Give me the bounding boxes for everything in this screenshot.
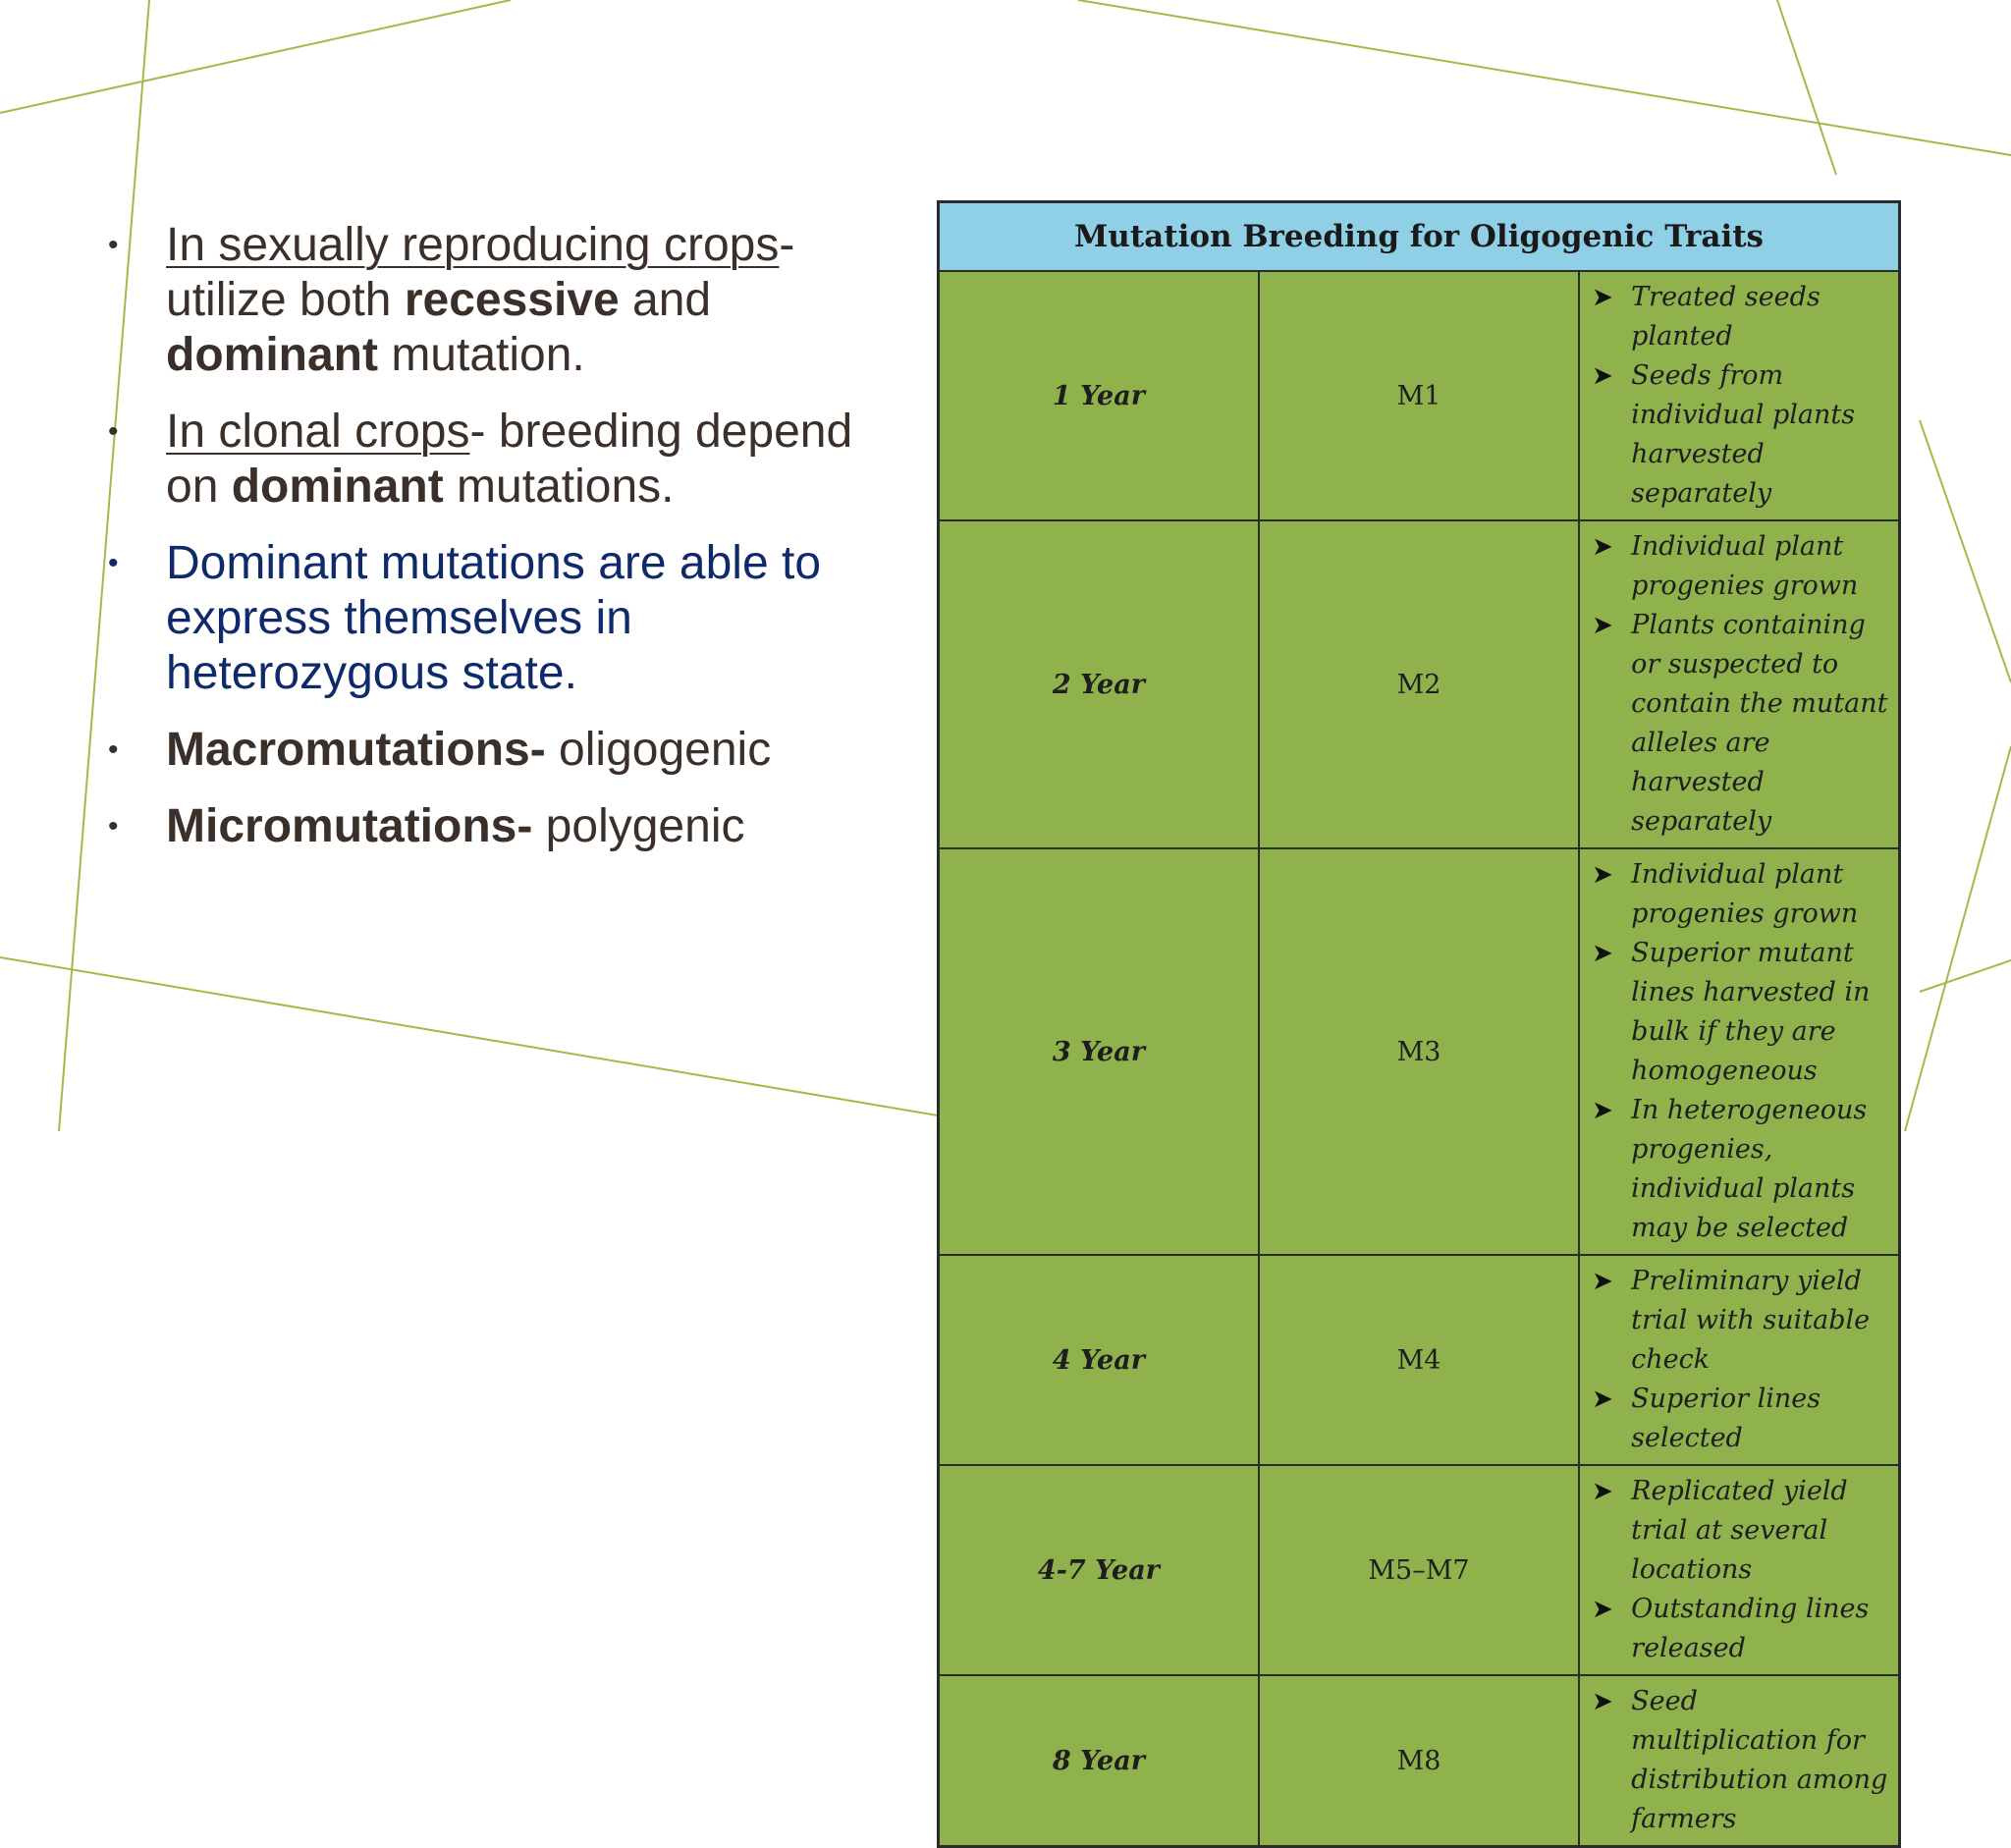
bullet-text-segment: polygenic xyxy=(532,800,745,852)
action-item xyxy=(1592,855,1888,934)
arrow-bullet-icon: ➤ xyxy=(1592,939,1613,968)
action-text: Individual plant progenies grown xyxy=(1631,859,1859,929)
bullet-item xyxy=(106,799,872,854)
deco-line xyxy=(1920,420,2011,682)
year-cell: 4 Year xyxy=(939,1255,1259,1465)
bullet-text-segment: In sexually reproducing crops xyxy=(166,219,780,271)
bullet-text-segment: mutations. xyxy=(443,461,675,513)
action-item xyxy=(1592,1380,1888,1458)
action-item xyxy=(1592,278,1888,356)
bullet-marker: • xyxy=(108,415,119,448)
action-item xyxy=(1592,606,1888,842)
deco-line xyxy=(0,0,511,113)
year-cell: 4-7 Year xyxy=(939,1465,1259,1675)
actions-cell xyxy=(1579,848,1899,1255)
table-row xyxy=(939,1465,1900,1675)
action-text: In heterogeneous progenies, individual plants may be selected xyxy=(1631,1095,1868,1243)
arrow-bullet-icon: ➤ xyxy=(1592,1267,1613,1296)
actions-cell xyxy=(1579,1465,1899,1675)
deco-line xyxy=(1777,0,1836,175)
bullet-text-segment: oligogenic xyxy=(545,724,772,776)
action-item xyxy=(1592,1091,1888,1248)
bullet-marker: • xyxy=(108,734,119,766)
generation-cell: M3 xyxy=(1259,848,1579,1255)
bullet-marker: • xyxy=(108,810,119,842)
arrow-bullet-icon: ➤ xyxy=(1592,1096,1613,1125)
generation-cell: M5–M7 xyxy=(1259,1465,1579,1675)
year-cell: 8 Year xyxy=(939,1675,1259,1847)
generation-cell: M2 xyxy=(1259,520,1579,848)
bullet-text-segment: dominant xyxy=(231,461,444,513)
generation-cell: M1 xyxy=(1259,271,1579,520)
actions-cell xyxy=(1579,1675,1899,1847)
action-item xyxy=(1592,527,1888,606)
action-item xyxy=(1592,1262,1888,1380)
actions-cell xyxy=(1579,1255,1899,1465)
deco-line xyxy=(1920,960,2011,992)
bullet-text-segment: recessive xyxy=(404,274,620,326)
action-item xyxy=(1592,1590,1888,1668)
bullet-marker: • xyxy=(108,229,119,261)
year-cell: 3 Year xyxy=(939,848,1259,1255)
arrow-bullet-icon: ➤ xyxy=(1592,1687,1613,1716)
mutation-breeding-table xyxy=(937,200,1901,1848)
action-text: Preliminary yield trial with suitable check xyxy=(1631,1266,1871,1375)
action-text: Individual plant progenies grown xyxy=(1631,531,1859,601)
table-row xyxy=(939,1675,1900,1847)
arrow-bullet-icon: ➤ xyxy=(1592,532,1613,562)
bullet-text-segment: and xyxy=(619,274,712,326)
action-text: Treated seeds planted xyxy=(1631,282,1821,352)
bullet-text-segment: - breeding depend on xyxy=(166,406,853,513)
action-item xyxy=(1592,1472,1888,1590)
bullet-text-segment: Micromutations- xyxy=(166,800,533,852)
actions-cell xyxy=(1579,520,1899,848)
bullet-marker: • xyxy=(108,547,119,579)
arrow-bullet-icon: ➤ xyxy=(1592,860,1613,890)
deco-line xyxy=(1078,0,2011,155)
table-row xyxy=(939,1255,1900,1465)
table-title: Mutation Breeding for Oligogenic Traits xyxy=(939,202,1900,272)
arrow-bullet-icon: ➤ xyxy=(1592,1385,1613,1414)
arrow-bullet-icon: ➤ xyxy=(1592,283,1613,312)
generation-cell: M4 xyxy=(1259,1255,1579,1465)
action-item xyxy=(1592,356,1888,514)
deco-line xyxy=(1905,746,2011,1131)
action-item xyxy=(1592,934,1888,1091)
bullet-text-segment: Macromutations- xyxy=(166,724,546,776)
action-text: Outstanding lines released xyxy=(1631,1594,1870,1663)
actions-cell xyxy=(1579,271,1899,520)
action-text: Seed multiplication for distribution among farmers xyxy=(1631,1686,1888,1834)
bullet-item xyxy=(106,218,872,383)
bullet-text-segment: - utilize both xyxy=(166,219,795,326)
bullet-item xyxy=(106,723,872,778)
table-row xyxy=(939,848,1900,1255)
action-text: Replicated yield trial at several locations xyxy=(1631,1476,1848,1585)
action-text: Seeds from individual plants harvested separately xyxy=(1631,360,1856,509)
deco-line xyxy=(0,957,1031,1131)
generation-cell: M8 xyxy=(1259,1675,1579,1847)
bullet-item xyxy=(106,405,872,515)
table-row xyxy=(939,271,1900,520)
bullet-text-segment: In clonal crops xyxy=(166,406,470,458)
arrow-bullet-icon: ➤ xyxy=(1592,1595,1613,1624)
action-text: Superior mutant lines harvested in bulk if they are homogeneous xyxy=(1631,938,1871,1086)
arrow-bullet-icon: ➤ xyxy=(1592,361,1613,391)
bullet-item xyxy=(106,536,872,701)
action-text: Plants containing or suspected to contain the mutant alleles are harvested separately xyxy=(1631,610,1888,837)
bullet-text-segment: dominant xyxy=(166,329,378,381)
year-cell: 2 Year xyxy=(939,520,1259,848)
arrow-bullet-icon: ➤ xyxy=(1592,611,1613,640)
action-text: Superior lines selected xyxy=(1631,1384,1821,1453)
table-row xyxy=(939,520,1900,848)
action-item xyxy=(1592,1682,1888,1839)
bullet-text-segment: mutation. xyxy=(377,329,585,381)
arrow-bullet-icon: ➤ xyxy=(1592,1477,1613,1506)
year-cell: 1 Year xyxy=(939,271,1259,520)
bullet-list xyxy=(106,218,872,876)
bullet-text-segment: Dominant mutations are able to express themselves in heterozygous state. xyxy=(166,537,822,699)
